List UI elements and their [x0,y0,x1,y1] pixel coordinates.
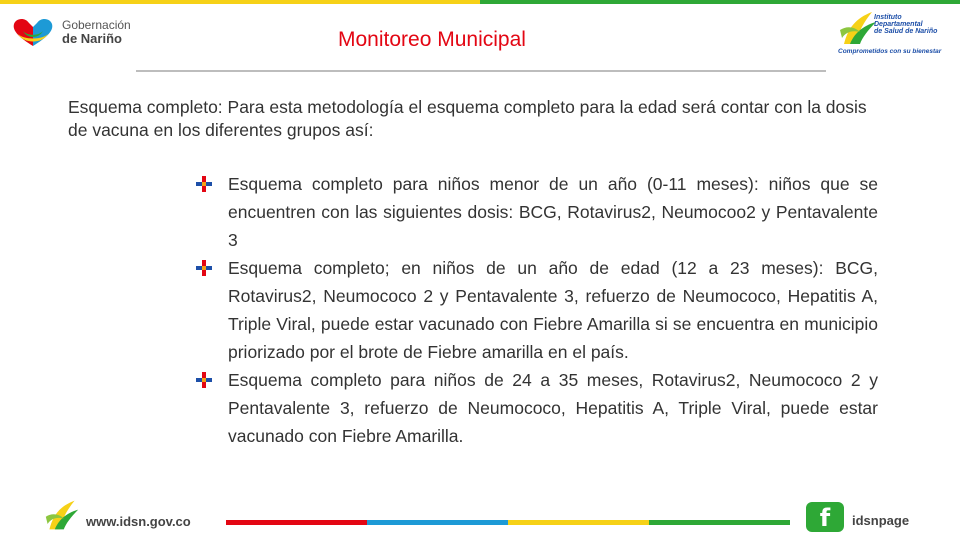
list-item-text: Esquema completo para niños de 24 a 35 meses, Rotavirus2, Neumococo 2 y Pentavalente 3, refuerzo de Neumococo, Hepatitis A, Triple Viral, puede estar vacunado con Fiebre Amarilla. [228,370,878,446]
plus-bullet-icon [196,176,212,192]
intro-paragraph: Esquema completo: Para esta metodología el esquema completo para la edad será contar con la dosis de vacuna en los diferentes grupos así: [68,97,867,140]
footer-line-green [649,520,790,525]
gobernacion-line2: de Nariño [62,31,122,46]
footer-line-blue [367,520,508,525]
idsn-line2: Departamental [874,21,923,28]
heart-logo-icon [10,16,56,48]
gobernacion-line1: Gobernación [62,18,131,32]
idsn-leaf-logo-icon [838,10,878,46]
footer-color-line [226,520,790,525]
list-item [196,254,878,366]
idsn-line3: de Salud de Nariño [874,28,938,35]
page-title: Monitoreo Municipal [338,28,526,51]
list-item [196,366,878,450]
footer-line-yellow [508,520,649,525]
plus-bullet-icon [196,372,212,388]
top-bar-green [480,0,720,4]
idsn-footer-leaf-icon [44,498,80,532]
list-item-text: Esquema completo para niños menor de un año (0-11 meses): niños que se encuentren con las siguientes dosis: BCG, Rotavirus2, Neumocoo2 y Pentavalente 3 [228,174,878,250]
list-item-text: Esquema completo; en niños de un año de edad (12 a 23 meses): BCG, Rotavirus2, Neumococo 2 y Pentavalente 3, refuerzo de Neumococo, Hepatitis A, Triple Viral, puede estar vacunado con Fiebre Amarilla si se encuentra en municipio priorizado por el brote de Fiebre amarilla en el país. [228,258,878,362]
idsn-slogan: Comprometidos con su bienestar [838,48,942,55]
idsn-logo [838,10,950,58]
top-bar-yellow [0,0,240,4]
idsn-line1: Instituto [874,14,902,21]
list-item [196,170,878,254]
header-divider [136,70,826,72]
footer-url-link[interactable]: www.idsn.gov.co [86,514,191,529]
gobernacion-logo [10,16,131,48]
footer-line-red [226,520,367,525]
top-bar-green-2 [720,0,960,4]
facebook-page-label[interactable]: idsnpage [852,513,910,528]
plus-bullet-icon [196,260,212,276]
facebook-icon[interactable]: f [806,502,844,532]
top-bar-yellow-2 [240,0,480,4]
top-color-bar [0,0,960,4]
scheme-list [196,170,878,450]
